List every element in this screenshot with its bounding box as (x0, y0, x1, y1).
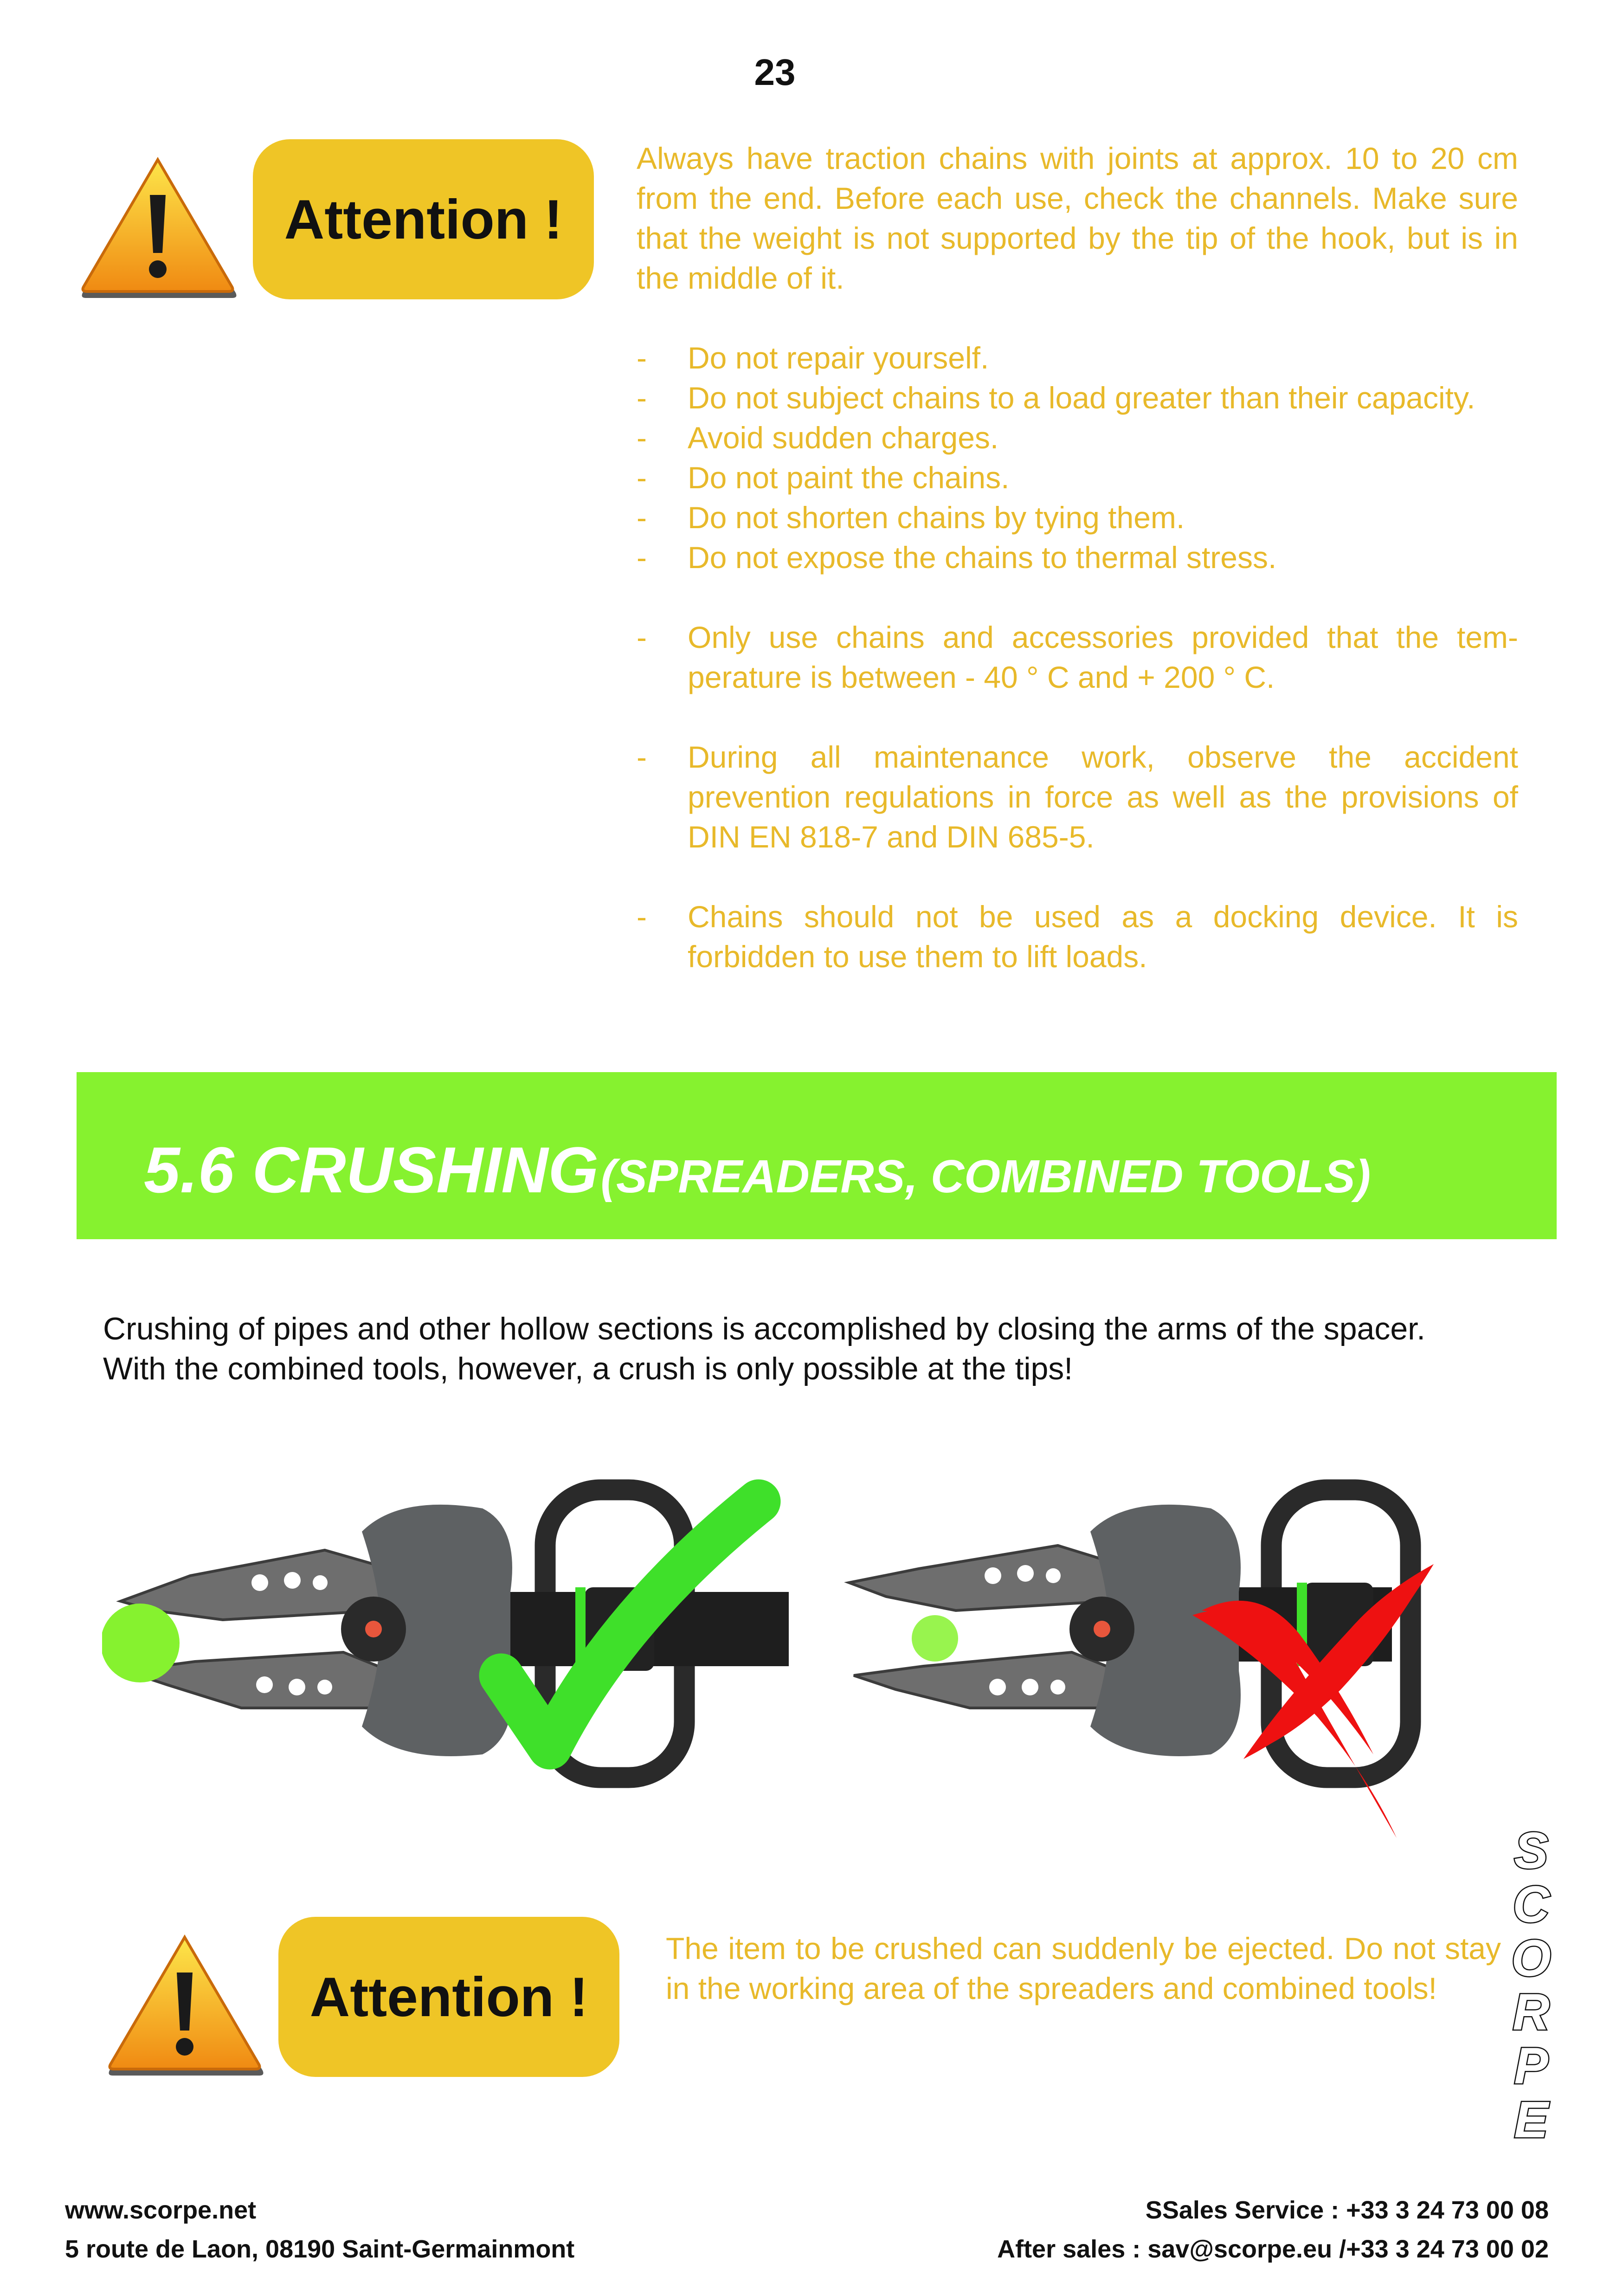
list-item: - During all maintenance work, observe the accident prevention regulations in force as well as the provisions of DIN EN 818-7 and DIN 685-5. (637, 740, 1518, 854)
attention-label: Attention ! (309, 1966, 588, 2028)
spreader-correct-image (102, 1476, 798, 1810)
list-item: - Avoid sudden charges. (637, 420, 999, 455)
bottom-warning-text (666, 1928, 1501, 2008)
list-item: - Do not expose the chains to thermal stress. (637, 540, 1277, 575)
list-item: - Do not paint the chains. (637, 460, 1010, 495)
body-line-1: Crushing of pipes and other hollow sections is accomplished by closing the arms of the spacer. (103, 1311, 1425, 1346)
list-item: - Chains should not be used as a docking device. It is forbidden to use them to lift loads. (637, 899, 1518, 974)
footer-after-sales: After sales : sav@scorpe.eu /+33 3 24 73 00 02 (997, 2235, 1549, 2263)
list-item: - Do not repair yourself. (637, 341, 989, 375)
warning-triangle-icon (101, 1931, 268, 2079)
footer-sales: SSales Service : +33 3 24 73 00 08 (1145, 2196, 1549, 2224)
page-number: 23 (754, 52, 796, 93)
attention-label: Attention ! (284, 188, 563, 251)
section-title (144, 1132, 1371, 1208)
bottom-warning-paragraph: The item to be crushed can suddenly be ejected. Do not stay in the working area of the spreaders and combined tools! (666, 1931, 1501, 2005)
footer-left (65, 2191, 574, 2269)
scorpe-logo: S C O R P E (1511, 1822, 1551, 2148)
top-warning-text (637, 138, 1518, 977)
body-line-2: With the combined tools, however, a crush is only possible at the tips! (103, 1351, 1073, 1386)
attention-badge (278, 1917, 619, 2077)
list-item: - Do not subject chains to a load greater than their capacity. (637, 381, 1475, 415)
footer-website[interactable]: www.scorpe.net (65, 2196, 257, 2224)
attention-badge (253, 139, 594, 299)
footer-right (997, 2191, 1549, 2269)
footer-address: 5 route de Laon, 08190 Saint-Germainmont (65, 2235, 575, 2263)
list-item: - Only use chains and accessories provided that the tem-perature is between - 40 ° C and + 200 ° C. (637, 620, 1518, 694)
section-subtitle: (SPREADERS, COMBINED TOOLS) (600, 1151, 1371, 1203)
spreader-incorrect-image (840, 1476, 1536, 1843)
list-item: - Do not shorten chains by tying them. (637, 500, 1185, 535)
warning-triangle-icon (74, 153, 241, 302)
section-number-title: 5.6 CRUSHING (144, 1133, 599, 1206)
top-warning-paragraph: Always have traction chains with joints at approx. 10 to 20 cm from the end. Before each use, check the channels. Make sure that the weight is not supported by the tip of the hook, but is in the middle of it. (637, 141, 1518, 295)
body-text (103, 1309, 1527, 1389)
